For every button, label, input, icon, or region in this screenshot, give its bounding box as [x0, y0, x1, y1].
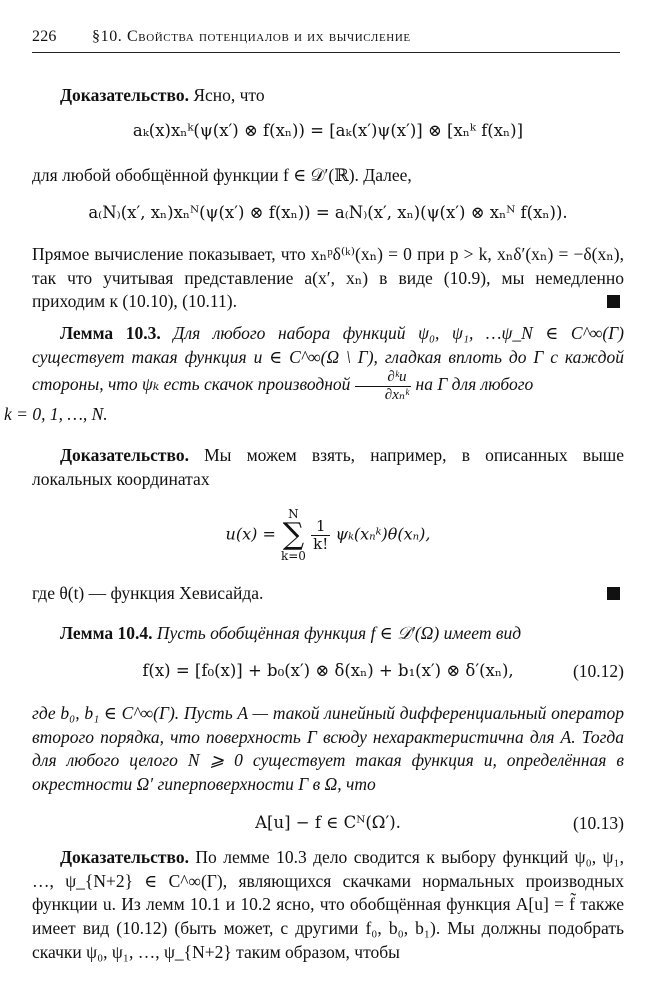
- running-header: [32, 26, 620, 53]
- lemma-line-end: k = 0, 1, …, N.: [4, 404, 108, 425]
- lemma-10-4-body: [32, 702, 624, 797]
- formula-10-12: [32, 660, 624, 682]
- lemma-10-3: [4, 322, 624, 427]
- lemma-label: Лемма 10.4.: [60, 623, 153, 643]
- fraction-numerator: ∂ᵏu: [355, 369, 411, 387]
- paragraph-2: [32, 243, 624, 314]
- proof-paragraph-1: [32, 84, 624, 108]
- equation-number: (10.13): [572, 813, 624, 833]
- proof-paragraph-3: [32, 444, 624, 491]
- qed-square: [607, 587, 620, 600]
- proof-text: По лемме 10.3 дело сводится к выбору функций ψ₀, ψ₁, …, ψ_{N+2} ∈ C^∞(Γ), являющихся скачками нормальных производных функции u. Из лемм 10.1 и 10.2 ясно, что обобщённая функция A[u] = f̃ также имеет вид (10.12) (быть может, с другими f₀, b₀, b₁). Мы должны подобрать скачки ψ₀, ψ₁, …, ψ_{N+2} таким образом, чтобы: [32, 847, 624, 962]
- sum-operator: [281, 508, 306, 562]
- fraction-numerator: 1: [311, 518, 330, 536]
- lemma-text-b: на Γ для любого: [411, 374, 534, 395]
- equation-number: (10.12): [572, 661, 624, 681]
- formula-10-12-expr: f(x) = [f₀(x)] + b₀(x′) ⊗ δ(xₙ) + b₁(x′) ⊗ δ′(xₙ),: [142, 661, 514, 680]
- formula-10-13-expr: A[u] − f ∈ Cᴺ(Ω′).: [255, 813, 401, 832]
- proof-label: Доказательство.: [60, 445, 189, 465]
- sum-sign: ∑: [282, 517, 305, 552]
- formula-3: [32, 508, 624, 562]
- lemma-label: Лемма 10.3.: [60, 323, 161, 343]
- derivative-fraction: [355, 369, 411, 403]
- fraction-denominator: k!: [313, 534, 329, 553]
- formula-3-lhs: u(x) =: [225, 524, 281, 544]
- paragraph-3-text: где θ(t) — функция Хевисайда.: [32, 583, 264, 603]
- coefficient-fraction: [311, 518, 330, 552]
- formula-1: aₖ(x)xₙᵏ(ψ(x′) ⊗ f(xₙ)) = [aₖ(x′)ψ(x′)] ⊗ [xₙᵏ f(xₙ)]: [132, 121, 524, 140]
- lemma-text: Пусть обобщённая функция f ∈ 𝒟′(Ω) имеет вид: [152, 623, 522, 643]
- paragraph-1-text: для любой обобщённой функции f ∈ 𝒟′(ℝ). Далее,: [32, 165, 412, 185]
- paragraph-3: [32, 582, 624, 606]
- formula-2: a₍N₎(x′, xₙ)xₙᴺ(ψ(x′) ⊗ f(xₙ)) = a₍N₎(x′, xₙ)(ψ(x′) ⊗ xₙᴺ f(xₙ)).: [88, 203, 568, 222]
- lemma-10-4-intro: [32, 622, 624, 646]
- qed-square: [607, 295, 620, 308]
- proof-label: Доказательство.: [60, 85, 189, 105]
- lemma-body-text: где b₀, b₁ ∈ C^∞(Γ). Пусть A — такой линейный дифференциальный оператор второго порядка, что поверхность Γ всюду нехарактеристична для A. Тогда для любого целого N ⩾ 0 существует такая функция u, определённая в окрестности Ω′ гиперповерхности Γ в Ω, что: [32, 703, 624, 794]
- formula-3-rhs: ψₖ(xₙᵏ)θ(xₙ),: [335, 524, 431, 544]
- section-title: §10. Свойства потенциалов и их вычисление: [92, 28, 411, 45]
- formula-10-13: [32, 812, 624, 834]
- proof-paragraph-4: [32, 846, 624, 964]
- paragraph-1: [32, 164, 624, 188]
- proof-text: Мы можем взять, например, в описанных выше локальных координатах: [32, 445, 624, 489]
- lemma-text-a: Для любого набора функций ψ₀, ψ₁, …ψ_N ∈ C^∞(Γ) существует такая функция u ∈ C^∞(Ω \ Γ), гладкая вплоть до Γ с каждой стороны, что ψₖ есть скачок производной: [32, 323, 624, 395]
- sum-upper-limit: N: [288, 507, 299, 521]
- page-number: 226: [32, 28, 57, 45]
- fraction-denominator: ∂xₙᵏ: [384, 386, 410, 403]
- sum-lower-limit: k=0: [280, 549, 306, 563]
- paragraph-2-text: Прямое вычисление показывает, что xₙᵖδ⁽ᵏ⁾(xₙ) = 0 при p > k, xₙδ′(xₙ) = −δ(xₙ), так что учитывая представление a(x′, xₙ) в виде (10.9), мы немедленно приходим к (10.10), (10.11).: [32, 244, 624, 312]
- proof-text: Ясно, что: [188, 85, 265, 105]
- proof-label: Доказательство.: [60, 847, 189, 867]
